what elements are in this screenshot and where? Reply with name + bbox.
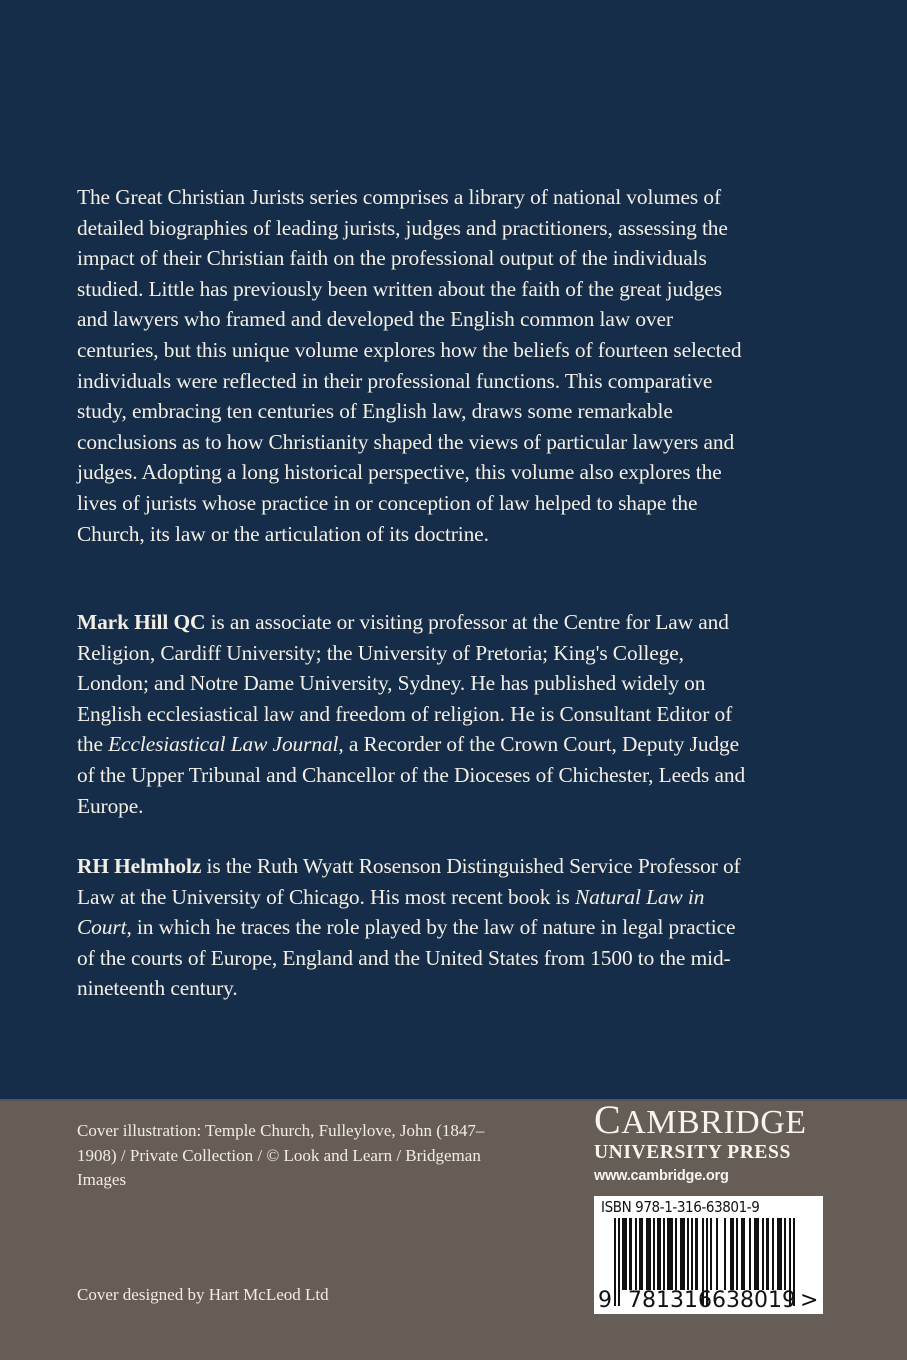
publisher-subline: UNIVERSITY PRESS xyxy=(594,1142,791,1163)
publisher-website: www.cambridge.org xyxy=(594,1168,729,1184)
author-name: Mark Hill QC xyxy=(77,610,206,634)
publisher-name: CAMBRIDGE xyxy=(594,1097,807,1142)
barcode-arrow: > xyxy=(800,1288,819,1313)
bio-text: is the Ruth Wyatt Rosenson Distinguished Service Professor of Law at the University of Chicago. His most recent book is xyxy=(77,854,741,909)
cambridge-university-press-logo xyxy=(594,1097,826,1185)
barcode-lead-digit: 9 xyxy=(598,1288,612,1313)
isbn-barcode xyxy=(594,1196,823,1314)
cover-illustration-credit: Cover illustration: Temple Church, Fulleylove, John (1847–1908) / Private Collection / © Look and Learn / Bridgeman Images xyxy=(77,1121,485,1189)
barcode-digits-left: 781316 xyxy=(628,1288,712,1313)
author-name: RH Helmholz xyxy=(77,854,202,878)
journal-title: Ecclesiastical Law Journal xyxy=(108,732,339,757)
bio-text: is an associate or visiting professor at the Centre for Law and Religion, Cardiff University; the University of Pretoria; King's College, London; and Notre Dame University, Sydney. He has published widely on English ecclesiastical law and freedom of religion. He is Consultant Editor of the xyxy=(77,610,733,757)
bio-text: , in which he traces the role played by the law of nature in legal practice of the courts of Europe, England and the United States from 1500 to the mid-nineteenth century. xyxy=(77,915,736,1001)
book-title: Natural Law in Court xyxy=(77,884,705,940)
author-bio-mark-hill xyxy=(77,607,757,821)
isbn-label: ISBN 978-1-316-63801-9 xyxy=(601,1198,760,1216)
barcode-digits-right: 638019 xyxy=(712,1288,796,1313)
cover-design-credit: Cover designed by Hart McLeod Ltd xyxy=(77,1285,329,1304)
series-description: The Great Christian Jurists series comprises a library of national volumes of detailed biographies of leading jurists, judges and practitioners, assessing the impact of their Christian faith on the professional output of the individuals studied. Little has previously been written about the faith of the great judges and lawyers who framed and developed the English common law over centuries, but this unique volume explores how the beliefs of fourteen selected individuals were reflected in their professional functions. This comparative study, embracing ten centuries of English law, draws some remarkable conclusions as to how Christianity shaped the views of particular lawyers and judges. Adopting a long historical perspective, this volume also explores the lives of jurists whose practice in or conception of law helped to shape the Church, its law or the articulation of its doctrine. xyxy=(77,185,742,546)
bio-text: , a Recorder of the Crown Court, Deputy Judge of the Upper Tribunal and Chancellor of the Dioceses of Chichester, Leeds and Europe. xyxy=(77,732,746,818)
author-bio-helmholz xyxy=(77,851,757,1004)
